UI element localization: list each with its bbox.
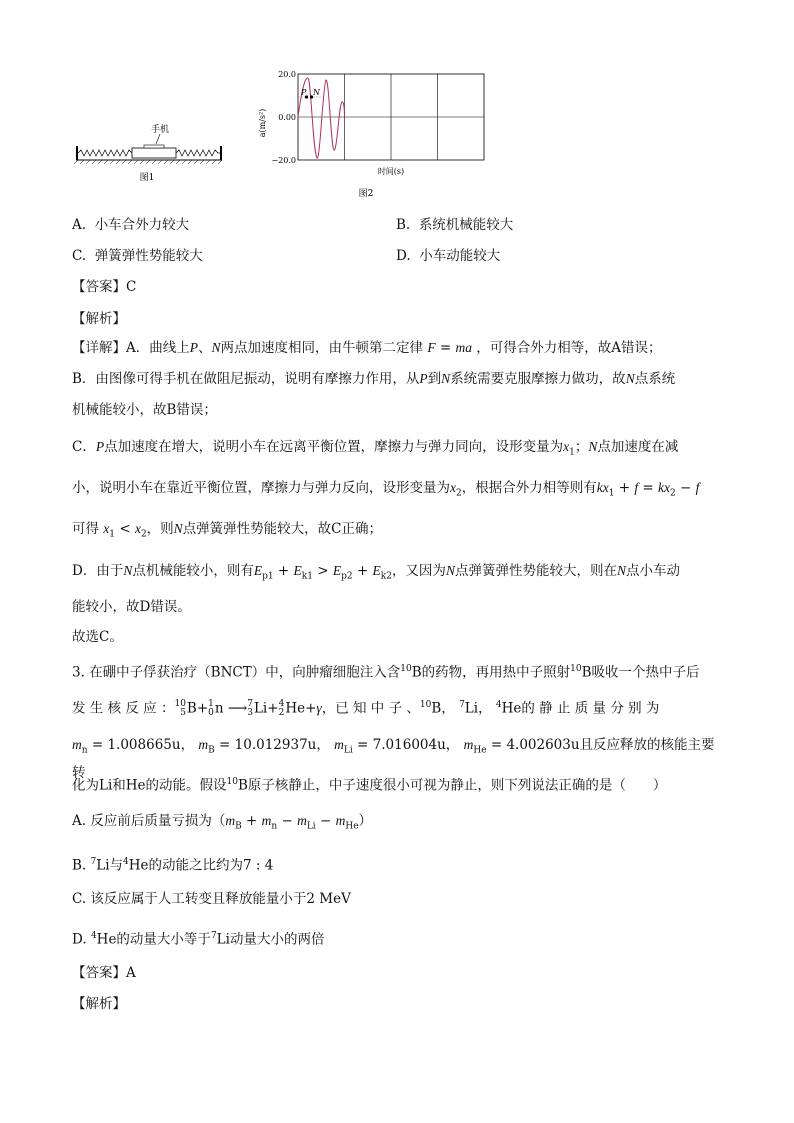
q2-answer: 【答案】C	[72, 279, 137, 295]
explain-d: D．由于N点机械能较小，则有$E_{p1} + E_{k1} > E_{p2} + E_{k2}$，又因为N点弹簧弹性势能较大，则在N点小车动	[72, 563, 680, 582]
fig2-caption: 图2	[358, 189, 374, 199]
y-tick-bottom: −20.0	[271, 156, 296, 165]
y-axis-label: a(m/s²)	[258, 108, 267, 138]
q3-option-c: C. 该反应属于人工转变且释放能量小于2 MeV	[72, 891, 351, 907]
q3-stem-line1: 3. 在硼中子俘获治疗（BNCT）中，向肿瘤细胞注入含$^{10}$B的药物，再用热中子照射$^{10}$B吸收一个热中子后	[72, 664, 700, 681]
spring-cart-diagram	[74, 122, 224, 182]
explain-b: B．由图像可得手机在做阻尼振动，说明有摩擦力作用，从P到N系统需要克服摩擦力做功，故N点系统	[72, 371, 676, 387]
option-d: D. 小车动能较大	[396, 248, 501, 264]
y-tick-mid: 0.00	[278, 113, 296, 122]
explain-c-cont: 小，说明小车在靠近平衡位置，摩擦力与弹力反向，设形变量为$x_2$，根据合外力相等则有$kx_1 + f = kx_2 - f$	[72, 480, 700, 499]
conclusion: 故选C。	[72, 629, 123, 645]
explain-a: 【详解】A．曲线上P、N两点加速度相同，由牛顿第二定律 F = ma ，可得合外力相等，故A错误；	[72, 340, 662, 356]
phone-label: 手机	[150, 125, 170, 135]
q3-option-b: B. $^7$Li与$^4$He的动能之比约为7 : 4	[72, 857, 274, 874]
q2-analysis-label: 【解析】	[72, 311, 126, 327]
q3-stem-line3: $m_n = 1.008665u$， $m_B = 10.012937u$， $m_{Li} = 7.016004u$， $m_{He} = 4.002603u$且反应释放的核能主要转	[72, 737, 715, 781]
acceleration-time-graph	[260, 66, 490, 200]
point-p-label: P	[301, 88, 307, 97]
explain-c-end: 可得 $x_1 < x_2$，则N点弹簧弹性势能较大，故C正确；	[72, 521, 383, 540]
explain-b-cont: 机械能较小，故B错误；	[72, 402, 217, 418]
y-tick-top: 20.0	[278, 70, 296, 79]
explain-d-cont: 能较小，故D错误。	[72, 599, 191, 615]
q3-option-a: A. 反应前后质量亏损为$(m_B + m_n - m_{Li} - m_{He})$	[72, 813, 373, 832]
explain-c: C．P点加速度在增大，说明小车在远离平衡位置，摩擦力与弹力同向，设形变量为$x_1$；N点加速度在减	[72, 439, 679, 458]
point-n-label: N	[313, 88, 320, 97]
option-b: B. 系统机械能较大	[396, 217, 514, 233]
q3-stem-line2: 发 生 核 反 应 ：10 5B+1 0n ⟶7 3Li+4 2He+γ，已 知 中 子 、$^{10}$B， $^7$Li， $^4$He的 静 止 质 量 分 别 为	[72, 699, 660, 718]
q3-analysis-label: 【解析】	[72, 996, 126, 1012]
q3-stem-line4: 化为Li和He的动能。假设$^{10}$B原子核静止，中子速度很小可视为静止，则下列说法正确的是（ ）	[72, 777, 667, 794]
q3-option-d: D. $^4$He的动量大小等于$^7$Li动量大小的两倍	[72, 931, 325, 948]
figure-area	[70, 66, 490, 200]
x-axis-label: 时间(s)	[377, 167, 405, 176]
option-c: C. 弹簧弹性势能较大	[72, 248, 203, 264]
fig1-caption: 图1	[139, 173, 155, 183]
q3-answer: 【答案】A	[72, 965, 136, 981]
option-a: A. 小车合外力较大	[72, 217, 190, 233]
